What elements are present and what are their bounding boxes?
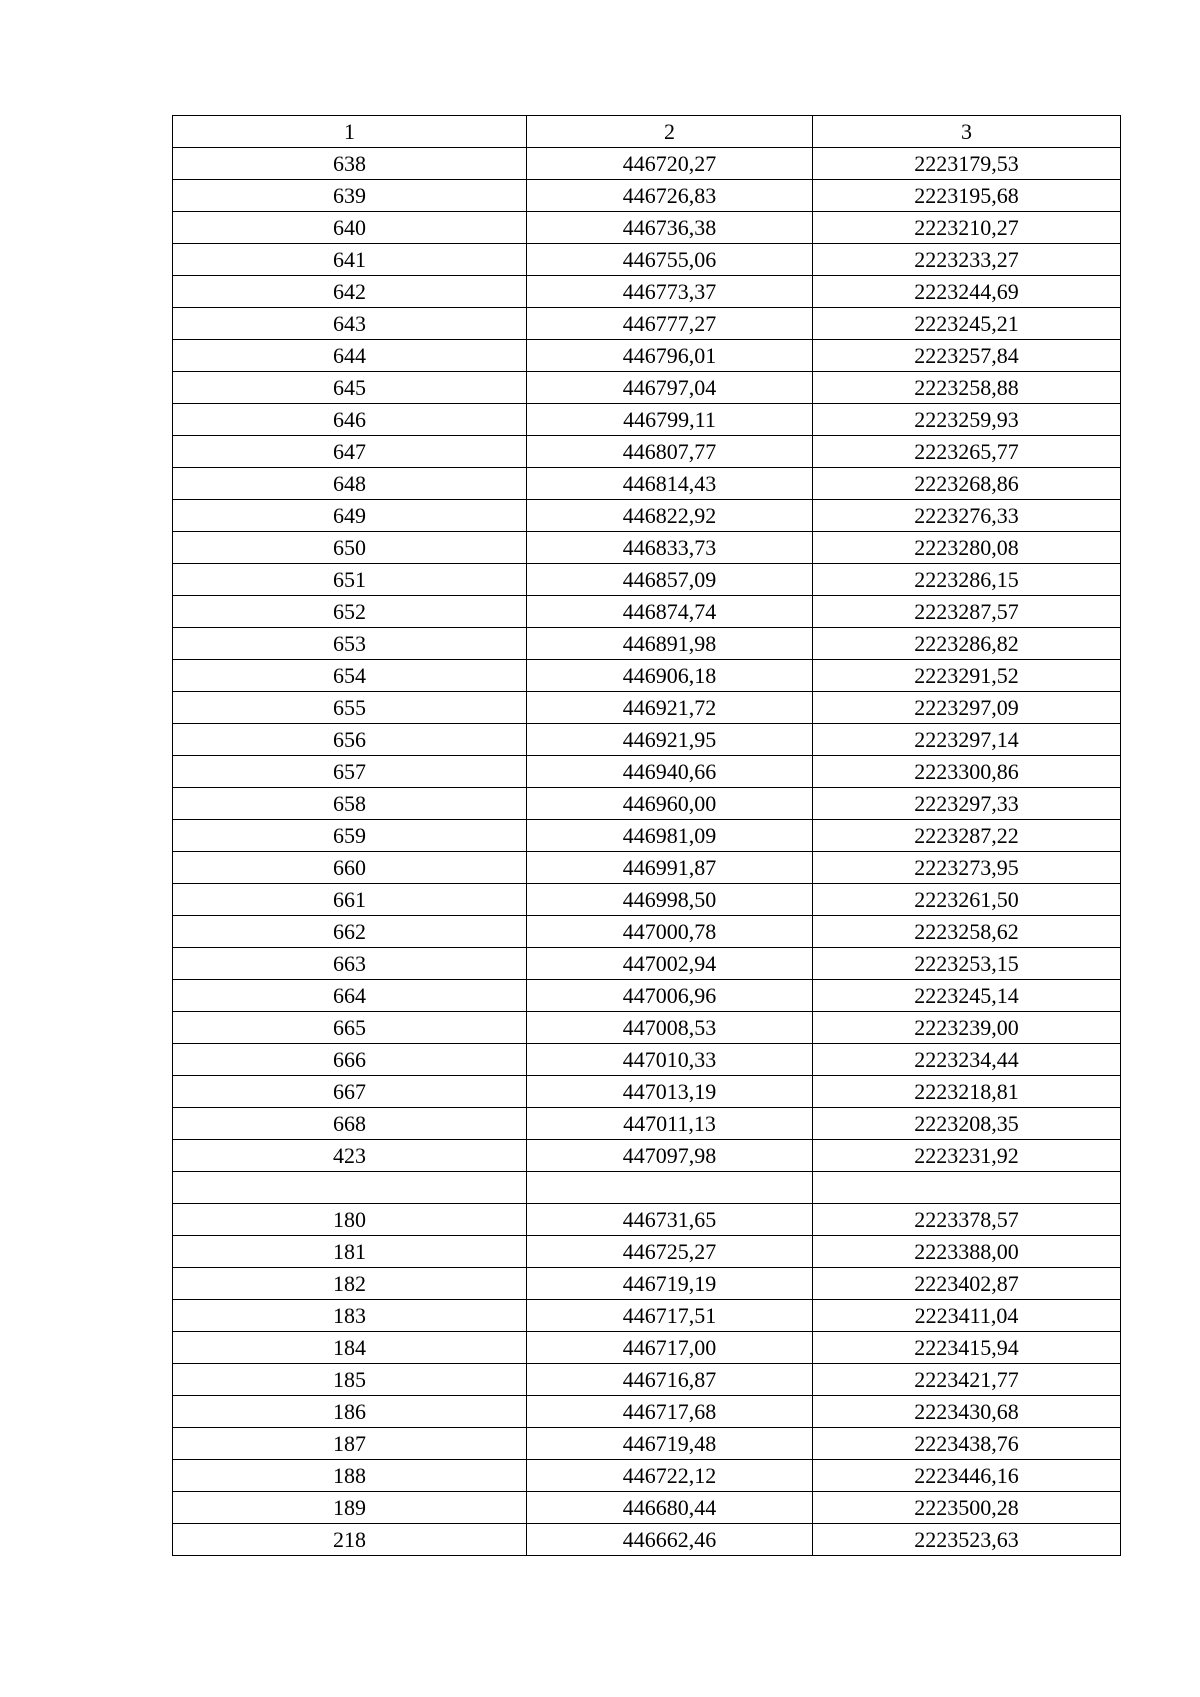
point-number-cell: 183 bbox=[173, 1300, 527, 1332]
table-row bbox=[173, 1492, 1121, 1524]
x-coordinate-cell: 446833,73 bbox=[527, 532, 813, 564]
y-coordinate-cell: 2223378,57 bbox=[813, 1204, 1121, 1236]
y-coordinate-cell: 2223430,68 bbox=[813, 1396, 1121, 1428]
x-coordinate-cell: 446921,72 bbox=[527, 692, 813, 724]
table-row bbox=[173, 1524, 1121, 1556]
x-coordinate-cell: 446717,51 bbox=[527, 1300, 813, 1332]
table-row bbox=[173, 596, 1121, 628]
point-number-cell: 663 bbox=[173, 948, 527, 980]
table-row bbox=[173, 692, 1121, 724]
table-row bbox=[173, 1108, 1121, 1140]
table-row bbox=[173, 404, 1121, 436]
y-coordinate-cell: 2223286,15 bbox=[813, 564, 1121, 596]
x-coordinate-cell: 446998,50 bbox=[527, 884, 813, 916]
x-coordinate-cell: 446857,09 bbox=[527, 564, 813, 596]
point-number-cell: 651 bbox=[173, 564, 527, 596]
table-row bbox=[173, 500, 1121, 532]
x-coordinate-cell: 446797,04 bbox=[527, 372, 813, 404]
x-coordinate-cell: 447006,96 bbox=[527, 980, 813, 1012]
table-row bbox=[173, 1140, 1121, 1172]
x-coordinate-cell: 447002,94 bbox=[527, 948, 813, 980]
x-coordinate-cell: 446717,68 bbox=[527, 1396, 813, 1428]
point-number-cell: 662 bbox=[173, 916, 527, 948]
x-coordinate-cell: 446736,38 bbox=[527, 212, 813, 244]
table-row bbox=[173, 724, 1121, 756]
x-coordinate-cell: 446731,65 bbox=[527, 1204, 813, 1236]
table-row bbox=[173, 1332, 1121, 1364]
table-row bbox=[173, 628, 1121, 660]
table-row bbox=[173, 180, 1121, 212]
point-number-cell: 653 bbox=[173, 628, 527, 660]
table-row bbox=[173, 308, 1121, 340]
point-number-cell: 659 bbox=[173, 820, 527, 852]
x-coordinate-cell: 446921,95 bbox=[527, 724, 813, 756]
x-coordinate-cell: 447097,98 bbox=[527, 1140, 813, 1172]
y-coordinate-cell: 2223415,94 bbox=[813, 1332, 1121, 1364]
x-coordinate-cell: 446717,00 bbox=[527, 1332, 813, 1364]
y-coordinate-cell: 2223179,53 bbox=[813, 148, 1121, 180]
y-coordinate-cell: 2223287,57 bbox=[813, 596, 1121, 628]
x-coordinate-cell: 446891,98 bbox=[527, 628, 813, 660]
y-coordinate-cell: 2223500,28 bbox=[813, 1492, 1121, 1524]
y-coordinate-cell: 2223291,52 bbox=[813, 660, 1121, 692]
y-coordinate-cell: 2223261,50 bbox=[813, 884, 1121, 916]
y-coordinate-cell: 2223411,04 bbox=[813, 1300, 1121, 1332]
table-row bbox=[173, 340, 1121, 372]
point-number-cell: 180 bbox=[173, 1204, 527, 1236]
x-coordinate-cell: 446940,66 bbox=[527, 756, 813, 788]
x-coordinate-cell: 446725,27 bbox=[527, 1236, 813, 1268]
y-coordinate-cell: 2223273,95 bbox=[813, 852, 1121, 884]
y-coordinate-cell: 2223297,14 bbox=[813, 724, 1121, 756]
header-cell-y: 3 bbox=[813, 116, 1121, 148]
y-coordinate-cell: 2223253,15 bbox=[813, 948, 1121, 980]
point-number-cell: 657 bbox=[173, 756, 527, 788]
y-coordinate-cell: 2223258,62 bbox=[813, 916, 1121, 948]
point-number-cell: 648 bbox=[173, 468, 527, 500]
point-number-cell: 639 bbox=[173, 180, 527, 212]
point-number-cell: 641 bbox=[173, 244, 527, 276]
x-coordinate-cell: 447000,78 bbox=[527, 916, 813, 948]
x-coordinate-cell: 446680,44 bbox=[527, 1492, 813, 1524]
x-coordinate-cell: 446719,19 bbox=[527, 1268, 813, 1300]
header-cell-point: 1 bbox=[173, 116, 527, 148]
table-row bbox=[173, 1012, 1121, 1044]
table-row bbox=[173, 276, 1121, 308]
table-row bbox=[173, 1076, 1121, 1108]
x-coordinate-cell: 447010,33 bbox=[527, 1044, 813, 1076]
x-coordinate-cell: 446722,12 bbox=[527, 1460, 813, 1492]
table-row bbox=[173, 244, 1121, 276]
x-coordinate-cell: 447013,19 bbox=[527, 1076, 813, 1108]
table-row bbox=[173, 468, 1121, 500]
table-row bbox=[173, 980, 1121, 1012]
point-number-cell: 647 bbox=[173, 436, 527, 468]
point-number-cell: 668 bbox=[173, 1108, 527, 1140]
y-coordinate-cell: 2223265,77 bbox=[813, 436, 1121, 468]
point-number-cell: 661 bbox=[173, 884, 527, 916]
y-coordinate-cell: 2223276,33 bbox=[813, 500, 1121, 532]
table-row bbox=[173, 1044, 1121, 1076]
y-coordinate-cell: 2223446,16 bbox=[813, 1460, 1121, 1492]
point-number-cell: 660 bbox=[173, 852, 527, 884]
point-number-cell: 186 bbox=[173, 1396, 527, 1428]
y-coordinate-cell: 2223421,77 bbox=[813, 1364, 1121, 1396]
y-coordinate-cell: 2223523,63 bbox=[813, 1524, 1121, 1556]
x-coordinate-cell: 446822,92 bbox=[527, 500, 813, 532]
point-number-cell: 181 bbox=[173, 1236, 527, 1268]
y-coordinate-cell: 2223239,00 bbox=[813, 1012, 1121, 1044]
x-coordinate-cell: 446807,77 bbox=[527, 436, 813, 468]
y-coordinate-cell: 2223244,69 bbox=[813, 276, 1121, 308]
point-number-cell bbox=[173, 1172, 527, 1204]
point-number-cell: 218 bbox=[173, 1524, 527, 1556]
table-row bbox=[173, 148, 1121, 180]
x-coordinate-cell: 446874,74 bbox=[527, 596, 813, 628]
y-coordinate-cell: 2223234,44 bbox=[813, 1044, 1121, 1076]
y-coordinate-cell: 2223300,86 bbox=[813, 756, 1121, 788]
point-number-cell: 187 bbox=[173, 1428, 527, 1460]
point-number-cell: 652 bbox=[173, 596, 527, 628]
x-coordinate-cell: 446716,87 bbox=[527, 1364, 813, 1396]
coordinates-table bbox=[172, 115, 1121, 1556]
table-row bbox=[173, 1300, 1121, 1332]
y-coordinate-cell: 2223218,81 bbox=[813, 1076, 1121, 1108]
table-row bbox=[173, 788, 1121, 820]
table-row bbox=[173, 948, 1121, 980]
y-coordinate-cell: 2223245,21 bbox=[813, 308, 1121, 340]
table-row bbox=[173, 1364, 1121, 1396]
x-coordinate-cell: 446814,43 bbox=[527, 468, 813, 500]
table-row bbox=[173, 436, 1121, 468]
y-coordinate-cell: 2223286,82 bbox=[813, 628, 1121, 660]
x-coordinate-cell: 446719,48 bbox=[527, 1428, 813, 1460]
point-number-cell: 638 bbox=[173, 148, 527, 180]
x-coordinate-cell: 446906,18 bbox=[527, 660, 813, 692]
table-row bbox=[173, 564, 1121, 596]
table-header-row bbox=[173, 116, 1121, 148]
x-coordinate-cell: 446796,01 bbox=[527, 340, 813, 372]
y-coordinate-cell: 2223268,86 bbox=[813, 468, 1121, 500]
y-coordinate-cell: 2223287,22 bbox=[813, 820, 1121, 852]
y-coordinate-cell: 2223259,93 bbox=[813, 404, 1121, 436]
point-number-cell: 650 bbox=[173, 532, 527, 564]
table-row bbox=[173, 532, 1121, 564]
x-coordinate-cell: 446777,27 bbox=[527, 308, 813, 340]
y-coordinate-cell: 2223210,27 bbox=[813, 212, 1121, 244]
point-number-cell: 184 bbox=[173, 1332, 527, 1364]
table-row bbox=[173, 1172, 1121, 1204]
x-coordinate-cell: 446755,06 bbox=[527, 244, 813, 276]
y-coordinate-cell bbox=[813, 1172, 1121, 1204]
x-coordinate-cell: 446981,09 bbox=[527, 820, 813, 852]
point-number-cell: 649 bbox=[173, 500, 527, 532]
x-coordinate-cell bbox=[527, 1172, 813, 1204]
y-coordinate-cell: 2223245,14 bbox=[813, 980, 1121, 1012]
table-row bbox=[173, 756, 1121, 788]
point-number-cell: 665 bbox=[173, 1012, 527, 1044]
y-coordinate-cell: 2223233,27 bbox=[813, 244, 1121, 276]
x-coordinate-cell: 447011,13 bbox=[527, 1108, 813, 1140]
point-number-cell: 645 bbox=[173, 372, 527, 404]
x-coordinate-cell: 446799,11 bbox=[527, 404, 813, 436]
table-row bbox=[173, 660, 1121, 692]
point-number-cell: 185 bbox=[173, 1364, 527, 1396]
x-coordinate-cell: 446960,00 bbox=[527, 788, 813, 820]
y-coordinate-cell: 2223297,33 bbox=[813, 788, 1121, 820]
table-row bbox=[173, 1460, 1121, 1492]
y-coordinate-cell: 2223280,08 bbox=[813, 532, 1121, 564]
header-cell-x: 2 bbox=[527, 116, 813, 148]
point-number-cell: 666 bbox=[173, 1044, 527, 1076]
y-coordinate-cell: 2223438,76 bbox=[813, 1428, 1121, 1460]
table-row bbox=[173, 1396, 1121, 1428]
x-coordinate-cell: 446726,83 bbox=[527, 180, 813, 212]
table-row bbox=[173, 1236, 1121, 1268]
table-body bbox=[173, 116, 1121, 1556]
y-coordinate-cell: 2223231,92 bbox=[813, 1140, 1121, 1172]
y-coordinate-cell: 2223208,35 bbox=[813, 1108, 1121, 1140]
table-row bbox=[173, 884, 1121, 916]
y-coordinate-cell: 2223388,00 bbox=[813, 1236, 1121, 1268]
table-row bbox=[173, 820, 1121, 852]
point-number-cell: 667 bbox=[173, 1076, 527, 1108]
table-row bbox=[173, 1428, 1121, 1460]
y-coordinate-cell: 2223257,84 bbox=[813, 340, 1121, 372]
x-coordinate-cell: 446991,87 bbox=[527, 852, 813, 884]
table-row bbox=[173, 916, 1121, 948]
point-number-cell: 655 bbox=[173, 692, 527, 724]
point-number-cell: 189 bbox=[173, 1492, 527, 1524]
point-number-cell: 423 bbox=[173, 1140, 527, 1172]
y-coordinate-cell: 2223297,09 bbox=[813, 692, 1121, 724]
table-row bbox=[173, 372, 1121, 404]
y-coordinate-cell: 2223402,87 bbox=[813, 1268, 1121, 1300]
point-number-cell: 656 bbox=[173, 724, 527, 756]
point-number-cell: 642 bbox=[173, 276, 527, 308]
point-number-cell: 658 bbox=[173, 788, 527, 820]
point-number-cell: 188 bbox=[173, 1460, 527, 1492]
point-number-cell: 654 bbox=[173, 660, 527, 692]
point-number-cell: 646 bbox=[173, 404, 527, 436]
point-number-cell: 644 bbox=[173, 340, 527, 372]
x-coordinate-cell: 446720,27 bbox=[527, 148, 813, 180]
x-coordinate-cell: 446773,37 bbox=[527, 276, 813, 308]
point-number-cell: 664 bbox=[173, 980, 527, 1012]
table-row bbox=[173, 852, 1121, 884]
point-number-cell: 643 bbox=[173, 308, 527, 340]
table-row bbox=[173, 1204, 1121, 1236]
point-number-cell: 640 bbox=[173, 212, 527, 244]
table-row bbox=[173, 1268, 1121, 1300]
y-coordinate-cell: 2223258,88 bbox=[813, 372, 1121, 404]
x-coordinate-cell: 446662,46 bbox=[527, 1524, 813, 1556]
point-number-cell: 182 bbox=[173, 1268, 527, 1300]
x-coordinate-cell: 447008,53 bbox=[527, 1012, 813, 1044]
y-coordinate-cell: 2223195,68 bbox=[813, 180, 1121, 212]
table-row bbox=[173, 212, 1121, 244]
